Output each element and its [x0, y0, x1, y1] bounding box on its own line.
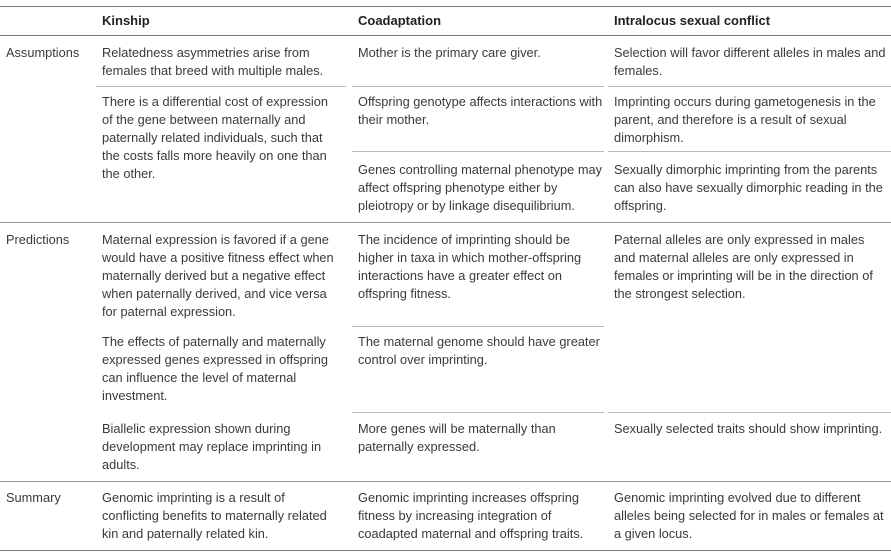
cell: More genes will be maternally than paternally expressed. [358, 421, 556, 454]
cell: Mother is the primary care giver. [358, 45, 541, 60]
row-label-summary: Summary [6, 490, 61, 505]
table-top-rule [0, 6, 891, 7]
cell: Selection will favor different alleles in males and females. [614, 45, 886, 78]
row-label-predictions: Predictions [6, 232, 70, 247]
cell: There is a differential cost of expression of the gene between maternally and paternally related individuals, such that the costs falls more heavily on one than the other. [102, 94, 328, 181]
cell: Genomic imprinting is a result of conflicting benefits to maternally related kin and paternally related kin. [102, 490, 327, 541]
cell: Genes controlling maternal phenotype may affect offspring phenotype either by pleiotropy or by linkage disequilibrium. [358, 162, 602, 213]
cell-divider [352, 326, 604, 327]
cell: Paternal alleles are only expressed in males and maternal alleles are only expressed in females or imprinting will be in the direction of the strongest selection. [614, 232, 873, 301]
cell: Genomic imprinting evolved due to different alleles being selected for in males or females at a given locus. [614, 490, 884, 541]
section-rule [0, 481, 891, 482]
header-intralocus-conflict: Intralocus sexual conflict [614, 13, 771, 28]
header-coadaptation: Coadaptation [358, 13, 442, 28]
cell: Sexually selected traits should show imprinting. [614, 421, 883, 436]
cell: Maternal expression is favored if a gene would have a positive fitness effect when maternally derived but a negative effect when paternally derived, and vice versa for paternal expression. [102, 232, 334, 319]
cell: The incidence of imprinting should be higher in taxa in which mother-offspring interactions have a greater effect on offspring fitness. [358, 232, 582, 301]
cell-divider [608, 151, 891, 152]
cell: The maternal genome should have greater control over imprinting. [358, 334, 600, 367]
cell-divider [352, 412, 604, 413]
cell-divider [608, 86, 891, 87]
header-rule [0, 35, 891, 36]
cell: Offspring genotype affects interactions with their mother. [358, 94, 603, 127]
cell-divider [352, 151, 604, 152]
cell-divider [352, 86, 604, 87]
header-kinship: Kinship [102, 13, 150, 28]
cell: Relatedness asymmetries arise from females that breed with multiple males. [102, 45, 324, 78]
section-rule [0, 222, 891, 223]
table-bottom-rule [0, 550, 891, 551]
row-label-assumptions: Assumptions [6, 45, 80, 60]
cell: The effects of paternally and maternally expressed genes expressed in offspring can influence the level of maternal investment. [102, 334, 328, 403]
cell-divider [96, 86, 346, 87]
cell: Biallelic expression shown during development may replace imprinting in adults. [102, 421, 322, 472]
cell: Genomic imprinting increases offspring fitness by increasing integration of coadapted maternal and offspring traits. [358, 490, 584, 541]
cell-divider [608, 412, 891, 413]
cell: Imprinting occurs during gametogenesis in the parent, and therefore is a result of sexual dimorphism. [614, 94, 876, 145]
cell: Sexually dimorphic imprinting from the parents can also have sexually dimorphic reading in the offspring. [614, 162, 883, 213]
